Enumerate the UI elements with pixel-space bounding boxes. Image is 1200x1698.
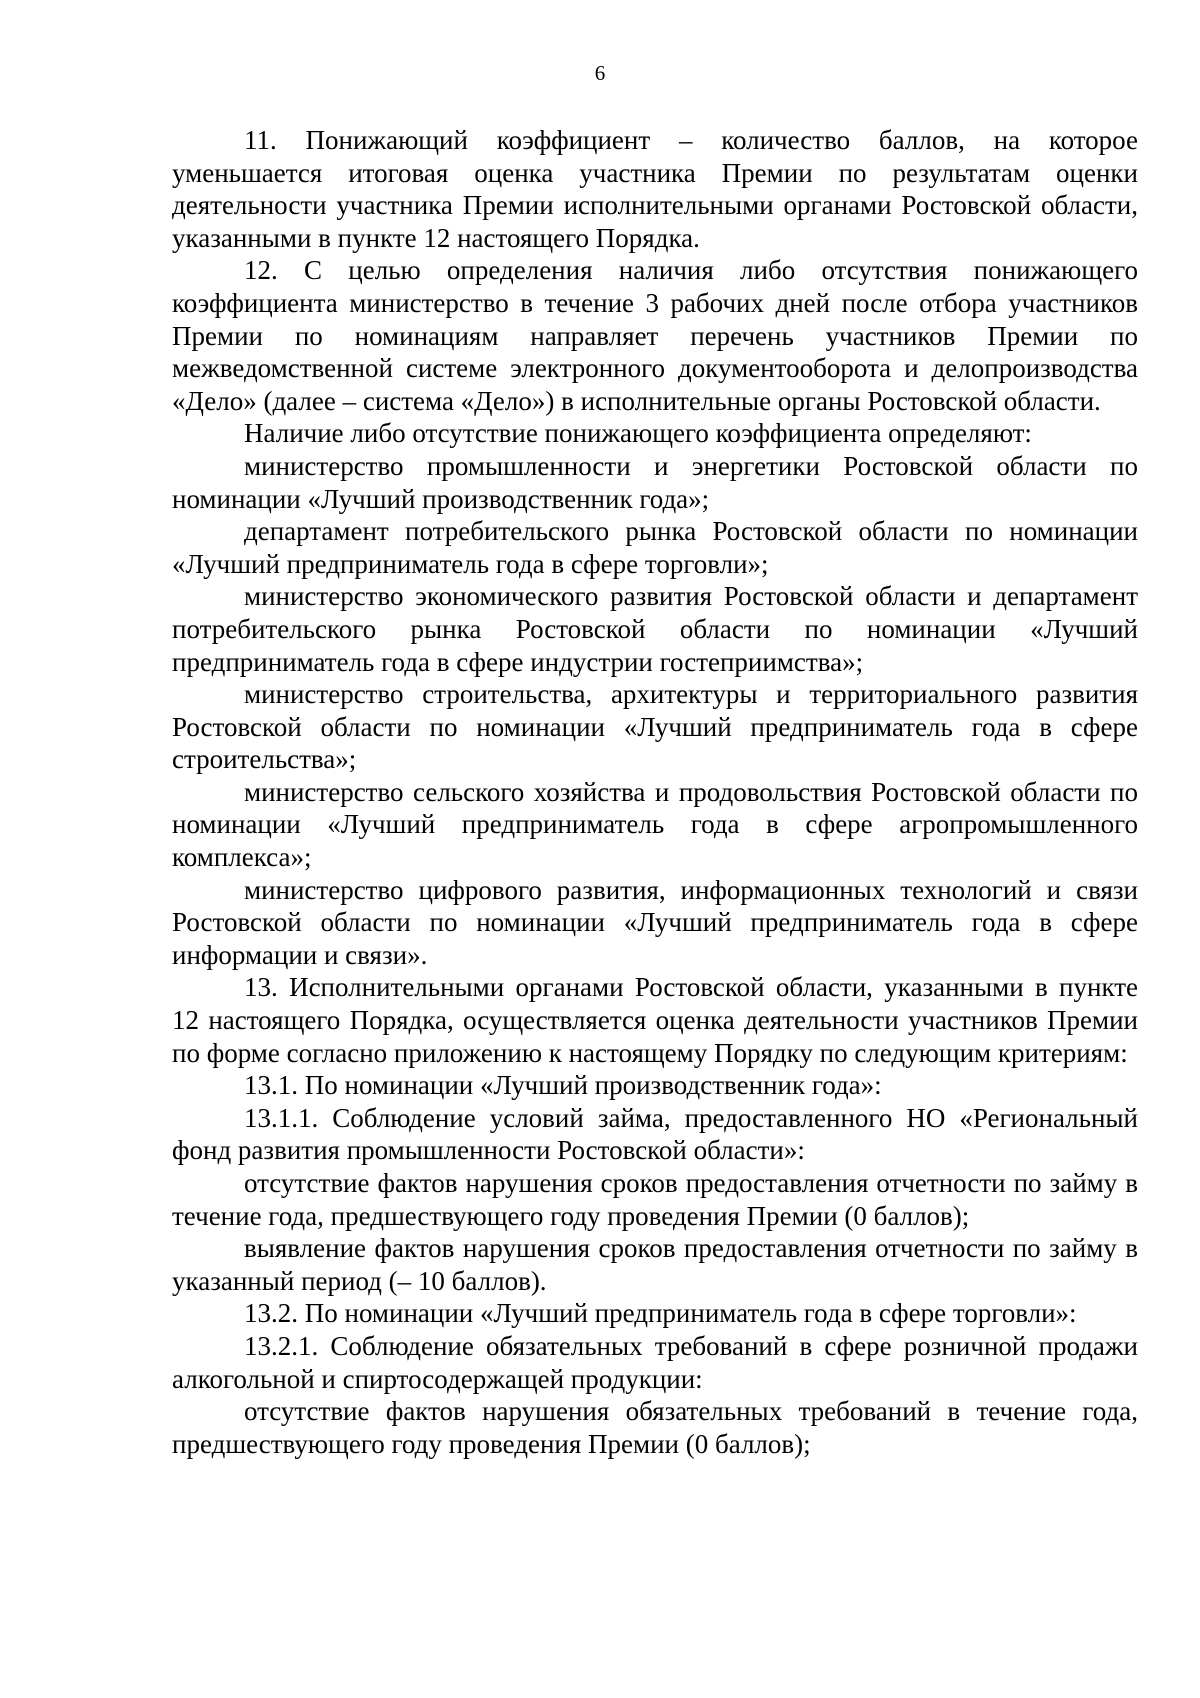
paragraph-11: 11. Понижающий коэффициент – количество баллов, на которое уменьшается итоговая оценка участника Премии по результатам оценки деятельности участника Премии исполнительными органами Ростовской области, указанными в пункте 12 настоящего Порядка.: [172, 125, 1138, 253]
list-item: отсутствие фактов нарушения обязательных требований в течение года, предшествующего году проведения Премии (0 баллов);: [172, 1396, 1138, 1459]
list-item: отсутствие фактов нарушения сроков предоставления отчетности по займу в течение года, предшествующего году проведения Премии (0 баллов);: [172, 1168, 1138, 1231]
paragraph-13-2-1: 13.2.1. Соблюдение обязательных требований в сфере розничной продажи алкогольной и спиртосодержащей продукции:: [172, 1330, 1138, 1394]
list-item: департамент потребительского рынка Ростовской области по номинации «Лучший предприниматель года в сфере торговли»;: [172, 516, 1138, 579]
list-item: министерство промышленности и энергетики Ростовской области по номинации «Лучший производственник года»;: [172, 450, 1138, 514]
paragraph-13-1-1: 13.1.1. Соблюдение условий займа, предоставленного НО «Региональный фонд развития промышленности Ростовской области»:: [172, 1102, 1138, 1166]
list-item: министерство строительства, архитектуры и территориального развития Ростовской области по номинации «Лучший предприниматель года в сфере строительства»;: [172, 679, 1138, 775]
paragraph-13-1: 13.1. По номинации «Лучший производственник года»:: [244, 1070, 882, 1101]
list-item: министерство цифрового развития, информационных технологий и связи Ростовской области по номинации «Лучший предприниматель года в сфере информации и связи».: [172, 874, 1138, 970]
list-item: выявление фактов нарушения сроков предоставления отчетности по займу в указанный период (– 10 баллов).: [172, 1233, 1138, 1296]
paragraph-13: 13. Исполнительными органами Ростовской области, указанными в пункте 12 настоящего Порядка, осуществляется оценка деятельности участников Премии по форме согласно приложению к настоящему Порядку по следующим критериям:: [172, 972, 1138, 1068]
paragraph-13-2: 13.2. По номинации «Лучший предприниматель года в сфере торговли»:: [244, 1298, 1077, 1329]
page-number: 6: [594, 61, 606, 85]
list-item: министерство экономического развития Ростовской области и департамент потребительского рынка Ростовской области по номинации «Лучший предприниматель года в сфере индустрии гостеприимства»;: [172, 581, 1138, 677]
paragraph-12: 12. С целью определения наличия либо отсутствия понижающего коэффициента министерство в течение 3 рабочих дней после отбора участников Премии по номинациям направляет перечень участников Премии по межведомственной системе электронного документооборота и делопроизводства «Дело» (далее – система «Дело») в исполнительные органы Ростовской области.: [172, 255, 1138, 416]
paragraph-12-intro: Наличие либо отсутствие понижающего коэффициента определяют:: [244, 418, 1032, 449]
list-item: министерство сельского хозяйства и продовольствия Ростовской области по номинации «Лучший предприниматель года в сфере агропромышленного комплекса»;: [172, 776, 1138, 873]
document-body: [172, 124, 1138, 1460]
